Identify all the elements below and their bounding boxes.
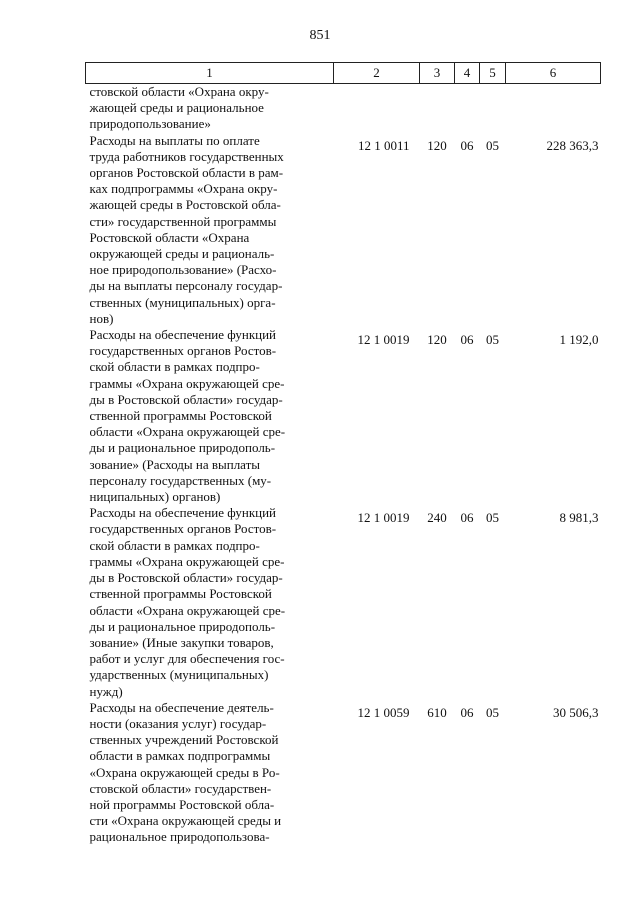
- row-section: 06: [460, 510, 474, 526]
- table-row: [86, 700, 601, 846]
- row-target-code: 12 1 0059: [357, 704, 410, 720]
- table-row: [86, 133, 601, 327]
- page-number: 851: [309, 28, 331, 43]
- row-expense-type: [420, 84, 455, 133]
- header-col-6: 6: [506, 63, 601, 84]
- row-target-code: [334, 84, 420, 133]
- header-col-2: 2: [334, 63, 420, 84]
- row-subsection: 05: [486, 137, 499, 153]
- header-col-5: 5: [480, 63, 506, 84]
- row-expense-type: 120: [427, 137, 447, 153]
- header-row: [86, 63, 601, 84]
- row-amount: 1 192,0: [559, 332, 599, 348]
- row-section: 06: [460, 704, 474, 720]
- table-row: [86, 84, 601, 133]
- row-expense-type: 120: [427, 332, 447, 348]
- row-target-code: 12 1 0011: [357, 137, 410, 153]
- row-section: 06: [460, 332, 474, 348]
- row-expense-type: 240: [427, 510, 447, 526]
- row-subsection: 05: [486, 510, 499, 526]
- row-section: 06: [460, 137, 474, 153]
- header-col-3: 3: [420, 63, 455, 84]
- row-description: Расходы на обеспечение функций государственных органов Ростов- ской области в рамках подпро- граммы «Охрана окружающей сре- ды в Ростовской области» государ- ственной программы Ростовской области «Охрана окружающей сре- ды и рациональное природополь- зование» (Иные закупки товаров, работ и услуг для обеспечения гос- ударственных (муниципальных) нужд): [89, 505, 286, 699]
- table-row: [86, 327, 601, 505]
- header-col-1: 1: [86, 63, 334, 84]
- row-description: Расходы на обеспечение функций государственных органов Ростов- ской области в рамках подпро- граммы «Охрана окружающей сре- ды в Ростовской области» государ- ственной программы Ростовской области «Охрана окружающей сре- ды и рациональное природополь- зование» (Расходы на выплаты персоналу государственных (му- ниципальных) органов): [89, 327, 286, 505]
- row-description: Расходы на выплаты по оплате труда работников государственных органов Ростовской области в рам- ках подпрограммы «Охрана окру- жающей среды в Ростовской обла- сти» государственной программы Ростовской области «Охрана окружающей среды и рациональ- ное природопользование» (Расхо- ды на выплаты персоналу государ- ственных (муниципальных) орга- нов): [89, 132, 284, 326]
- row-expense-type: 610: [427, 704, 447, 720]
- row-target-code: 12 1 0019: [357, 510, 410, 526]
- row-subsection: [480, 84, 506, 133]
- row-amount: [506, 84, 601, 133]
- budget-table: [85, 62, 601, 846]
- row-target-code: 12 1 0019: [357, 332, 410, 348]
- row-amount: 30 506,3: [553, 704, 599, 720]
- table-row: [86, 505, 601, 699]
- row-subsection: 05: [486, 704, 499, 720]
- header-col-4: 4: [455, 63, 480, 84]
- row-description: стовской области «Охрана окру- жающей среды и рациональное природопользование»: [89, 84, 269, 132]
- row-subsection: 05: [486, 332, 499, 348]
- row-amount: 228 363,3: [546, 137, 599, 153]
- row-description: Расходы на обеспечение деятель- ности (оказания услуг) государ- ственных учреждений Ростовской области в рамках подпрограммы «Охрана окружающей среды в Ро- стовской области» государствен- ной программы Ростовской обла- сти «Охрана окружающей среды и рациональное природопользова-: [89, 699, 282, 845]
- row-section: [455, 84, 480, 133]
- row-amount: 8 981,3: [559, 510, 599, 526]
